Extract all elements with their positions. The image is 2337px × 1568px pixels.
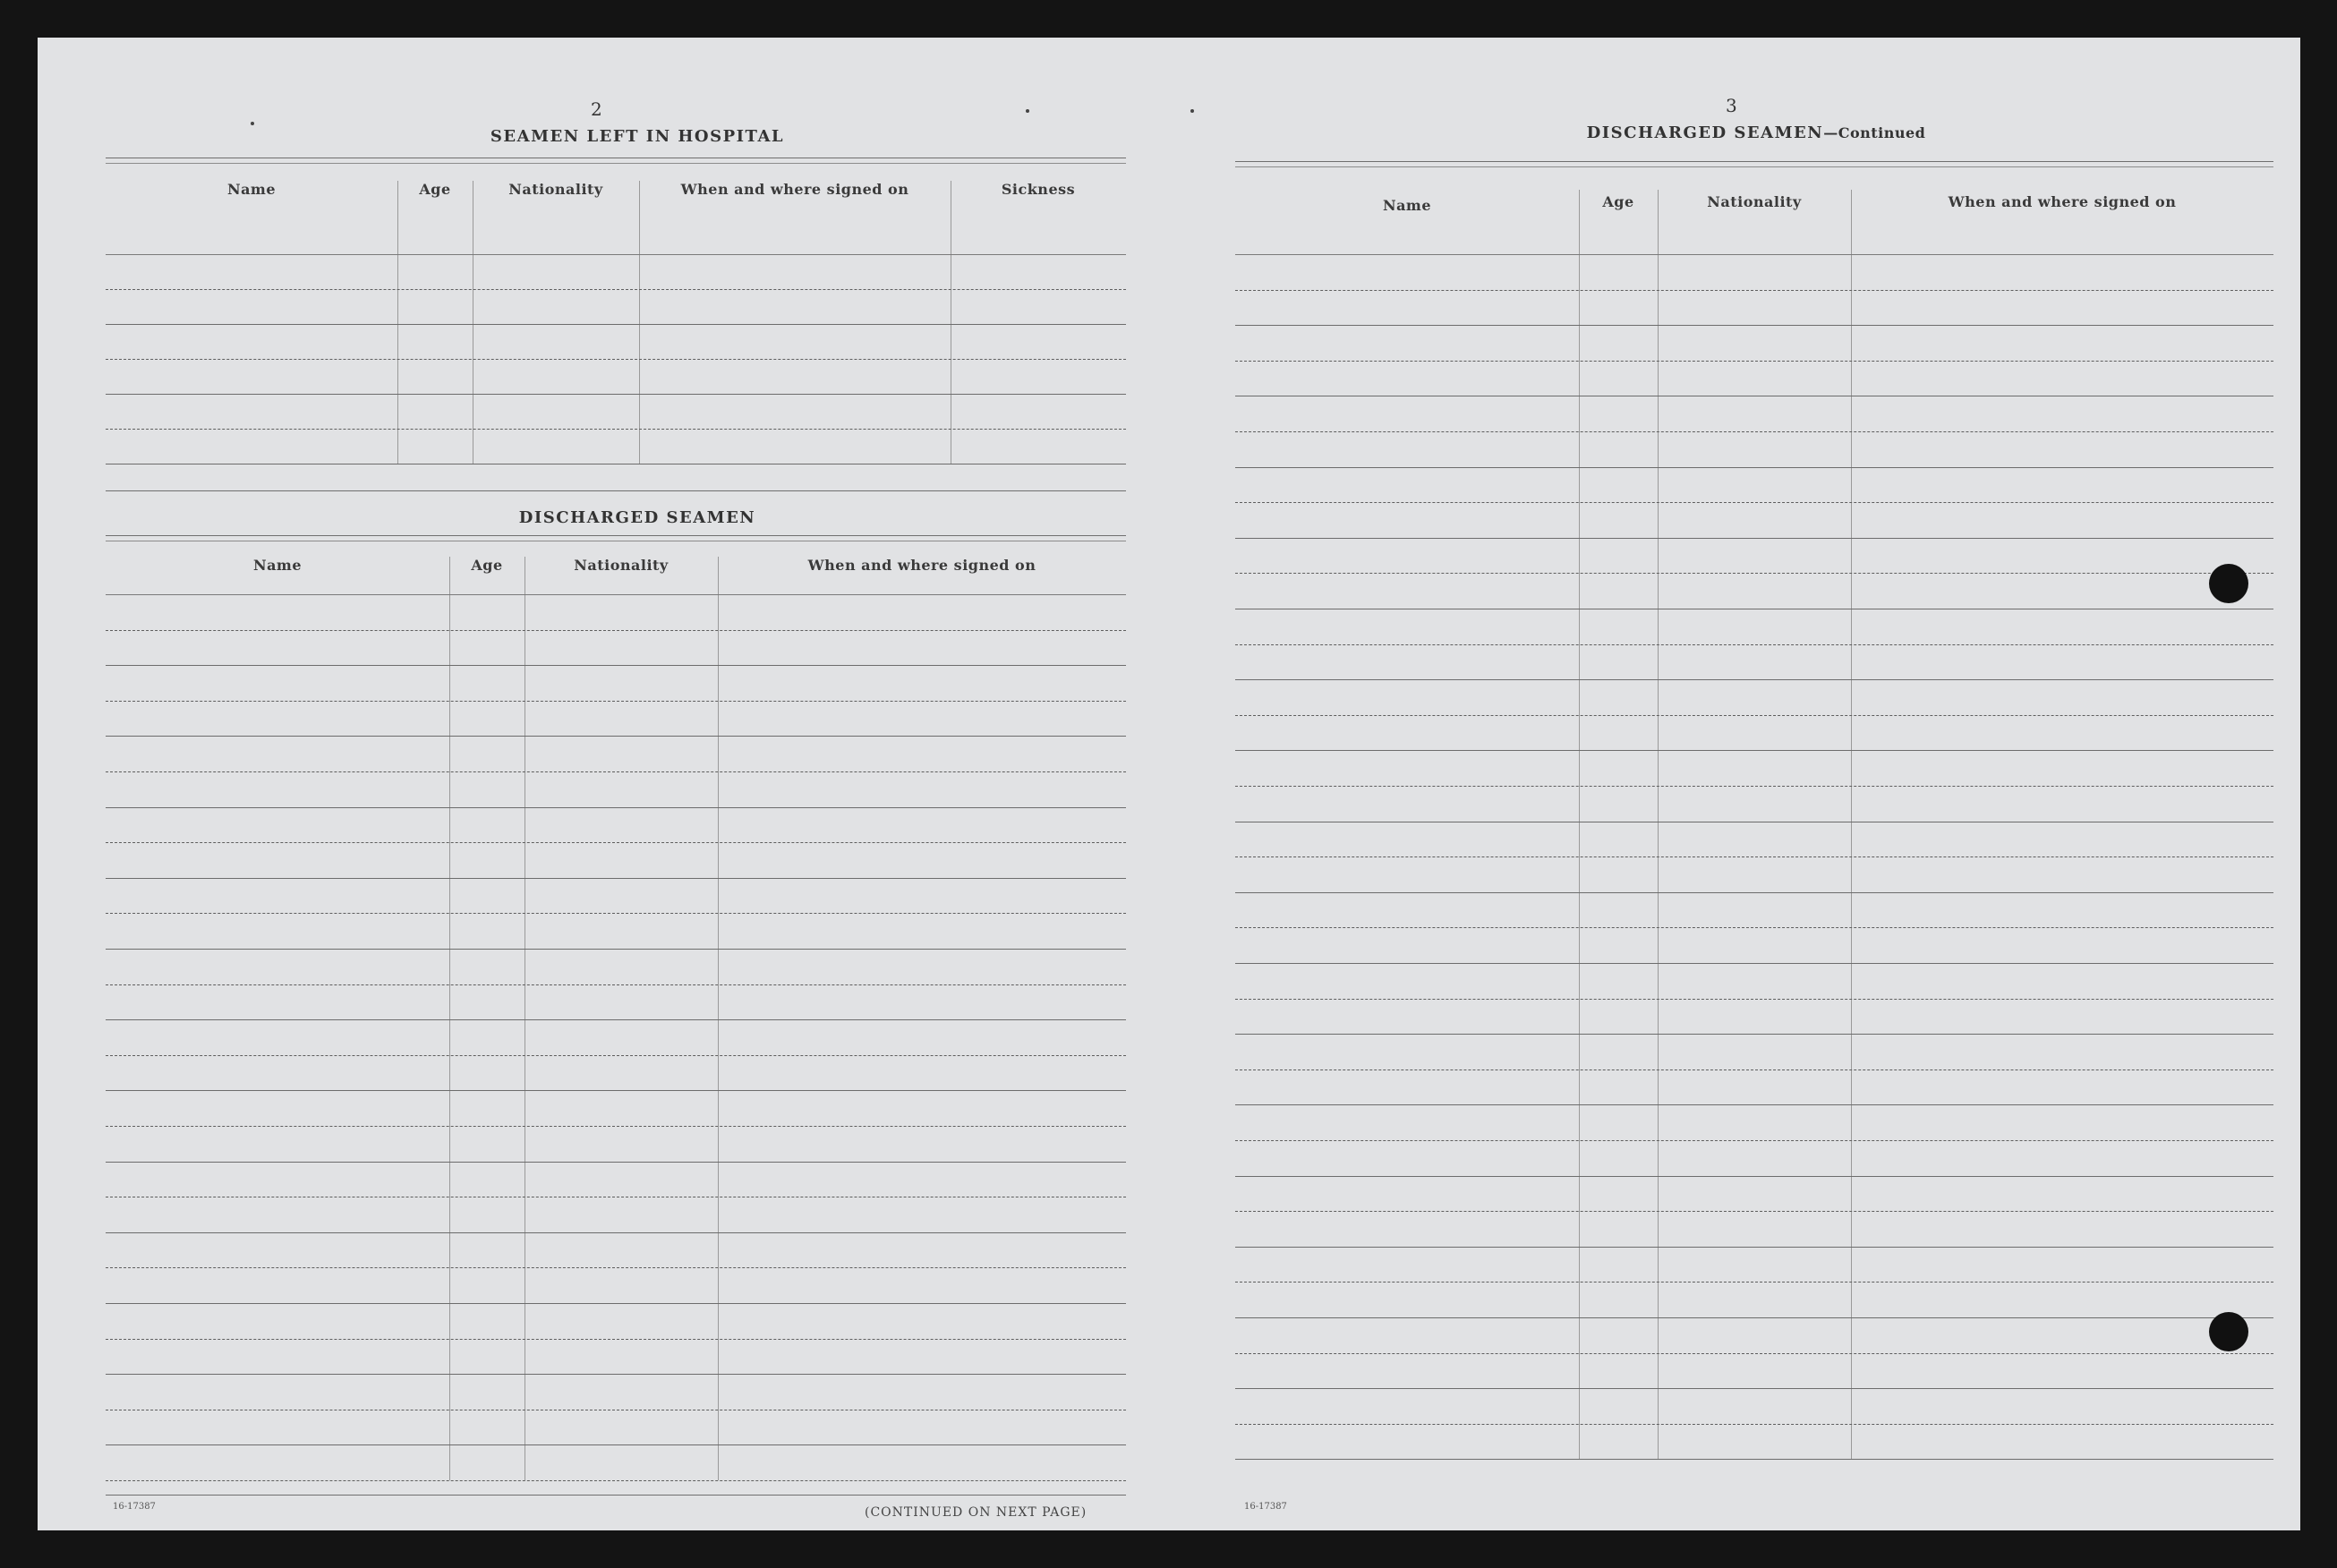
discharged-row-line	[106, 1055, 1126, 1056]
discharged-col-age: Age	[471, 557, 503, 574]
hospital-table	[106, 181, 1126, 490]
hospital-column-divider	[639, 181, 640, 464]
right-discharged-row-line	[1235, 750, 2273, 751]
right-page-number: 3	[1726, 95, 1738, 116]
discharged-row-line	[106, 701, 1126, 702]
right-discharged-row-line	[1235, 573, 2273, 574]
right-discharged-column-divider	[1851, 190, 1852, 1459]
right-discharged-row-line	[1235, 963, 2273, 964]
right-discharged-row-line	[1235, 1459, 2273, 1460]
right-col-name: Name	[1382, 197, 1432, 214]
continued-note: (CONTINUED ON NEXT PAGE)	[865, 1505, 1087, 1520]
hospital-row-line	[106, 324, 1126, 325]
discharged-row-line	[106, 1374, 1126, 1375]
right-col-age: Age	[1602, 193, 1634, 210]
discharged-col-signed-on: When and where signed on	[807, 557, 1036, 574]
right-discharged-column-divider	[1579, 190, 1580, 1459]
right-discharged-row-line	[1235, 679, 2273, 680]
right-discharged-row-line	[1235, 1034, 2273, 1035]
right-section-title	[1488, 124, 2025, 142]
hospital-col-nationality: Nationality	[508, 181, 603, 198]
right-discharged-row-line	[1235, 856, 2273, 857]
hospital-row-line	[106, 289, 1126, 290]
right-discharged-row-line	[1235, 644, 2273, 645]
right-discharged-row-line	[1235, 715, 2273, 716]
scan-speck	[251, 122, 254, 125]
discharged-row-line	[106, 1019, 1126, 1020]
right-discharged-row-line	[1235, 361, 2273, 362]
hospital-header-underline	[106, 254, 1126, 255]
left-form-number: 16-17387	[113, 1502, 156, 1512]
right-discharged-row-line	[1235, 467, 2273, 468]
discharged-col-nationality: Nationality	[574, 557, 669, 574]
right-discharged-row-line	[1235, 1424, 2273, 1425]
right-discharged-row-line	[1235, 1282, 2273, 1283]
discharged-column-divider	[718, 557, 719, 1480]
right-discharged-row-line	[1235, 325, 2273, 326]
discharged-row-line	[106, 630, 1126, 631]
discharged-row-line	[106, 771, 1126, 772]
discharged-row-line	[106, 878, 1126, 879]
right-discharged-row-line	[1235, 786, 2273, 787]
right-discharged-row-line	[1235, 1069, 2273, 1070]
hospital-row-line	[106, 394, 1126, 395]
hospital-col-name: Name	[226, 181, 277, 198]
discharged-row-line	[106, 736, 1126, 737]
right-title-main: DISCHARGED SEAMEN	[1586, 124, 1824, 142]
discharged-row-line	[106, 1126, 1126, 1127]
discharged-row-line	[106, 1303, 1126, 1304]
right-discharged-row-line	[1235, 1104, 2273, 1105]
hospital-col-sickness: Sickness	[1001, 181, 1076, 198]
discharged-row-line	[106, 949, 1126, 950]
discharged-row-line	[106, 842, 1126, 843]
discharged-row-line	[106, 1090, 1126, 1091]
discharged-row-line	[106, 1162, 1126, 1163]
right-discharged-row-line	[1235, 290, 2273, 291]
discharged-row-line	[106, 1232, 1126, 1233]
hospital-row-line	[106, 359, 1126, 360]
right-title-rule	[1235, 161, 2273, 162]
scan-speck	[1026, 109, 1029, 113]
discharged-section-title: DISCHARGED SEAMEN	[518, 508, 756, 527]
hospital-row-line	[106, 429, 1126, 430]
hospital-bottom-rule	[106, 490, 1126, 491]
discharged-row-line	[106, 1267, 1126, 1268]
hospital-col-signed-on: When and where signed on	[680, 181, 909, 198]
discharged-row-line	[106, 665, 1126, 666]
hospital-section-title: SEAMEN LEFT IN HOSPITAL	[490, 127, 785, 146]
hospital-col-age: Age	[419, 181, 451, 198]
discharged-row-line	[106, 1339, 1126, 1340]
right-discharged-row-line	[1235, 1211, 2273, 1212]
right-discharged-row-line	[1235, 431, 2273, 432]
right-discharged-row-line	[1235, 1388, 2273, 1389]
right-title-continued: —Continued	[1823, 124, 1926, 141]
punch-hole-bottom	[2209, 1312, 2248, 1351]
discharged-title-rule	[106, 535, 1126, 536]
punch-hole-top	[2209, 564, 2248, 603]
right-discharged-row-line	[1235, 1353, 2273, 1354]
discharged-row-line	[106, 807, 1126, 808]
discharged-col-name: Name	[252, 557, 303, 574]
right-col-signed-on: When and where signed on	[1948, 193, 2177, 210]
hospital-column-divider	[397, 181, 398, 464]
right-form-number: 16-17387	[1244, 1502, 1287, 1512]
document-sheet	[38, 38, 2300, 1530]
right-discharged-header-underline	[1235, 254, 2273, 255]
right-discharged-column-divider	[1658, 190, 1659, 1459]
discharged-row-line	[106, 1444, 1126, 1445]
right-discharged-row-line	[1235, 1317, 2273, 1318]
discharged-row-line	[106, 984, 1126, 985]
right-discharged-row-line	[1235, 892, 2273, 893]
right-discharged-row-line	[1235, 999, 2273, 1000]
discharged-header-underline	[106, 594, 1126, 595]
discharged-row-line	[106, 913, 1126, 914]
left-page-bottom-rule	[106, 1495, 1126, 1496]
right-discharged-row-line	[1235, 502, 2273, 503]
right-discharged-row-line	[1235, 538, 2273, 539]
discharged-row-line	[106, 1480, 1126, 1481]
right-discharged-row-line	[1235, 1247, 2273, 1248]
left-page-number: 2	[591, 98, 603, 120]
discharged-table	[106, 557, 1126, 1496]
right-discharged-row-line	[1235, 1140, 2273, 1141]
right-col-nationality: Nationality	[1707, 193, 1802, 210]
scan-speck	[1190, 109, 1194, 113]
right-discharged-row-line	[1235, 927, 2273, 928]
right-discharged-row-line	[1235, 1176, 2273, 1177]
discharged-column-divider	[449, 557, 450, 1480]
right-discharged-table	[1235, 190, 2273, 1489]
